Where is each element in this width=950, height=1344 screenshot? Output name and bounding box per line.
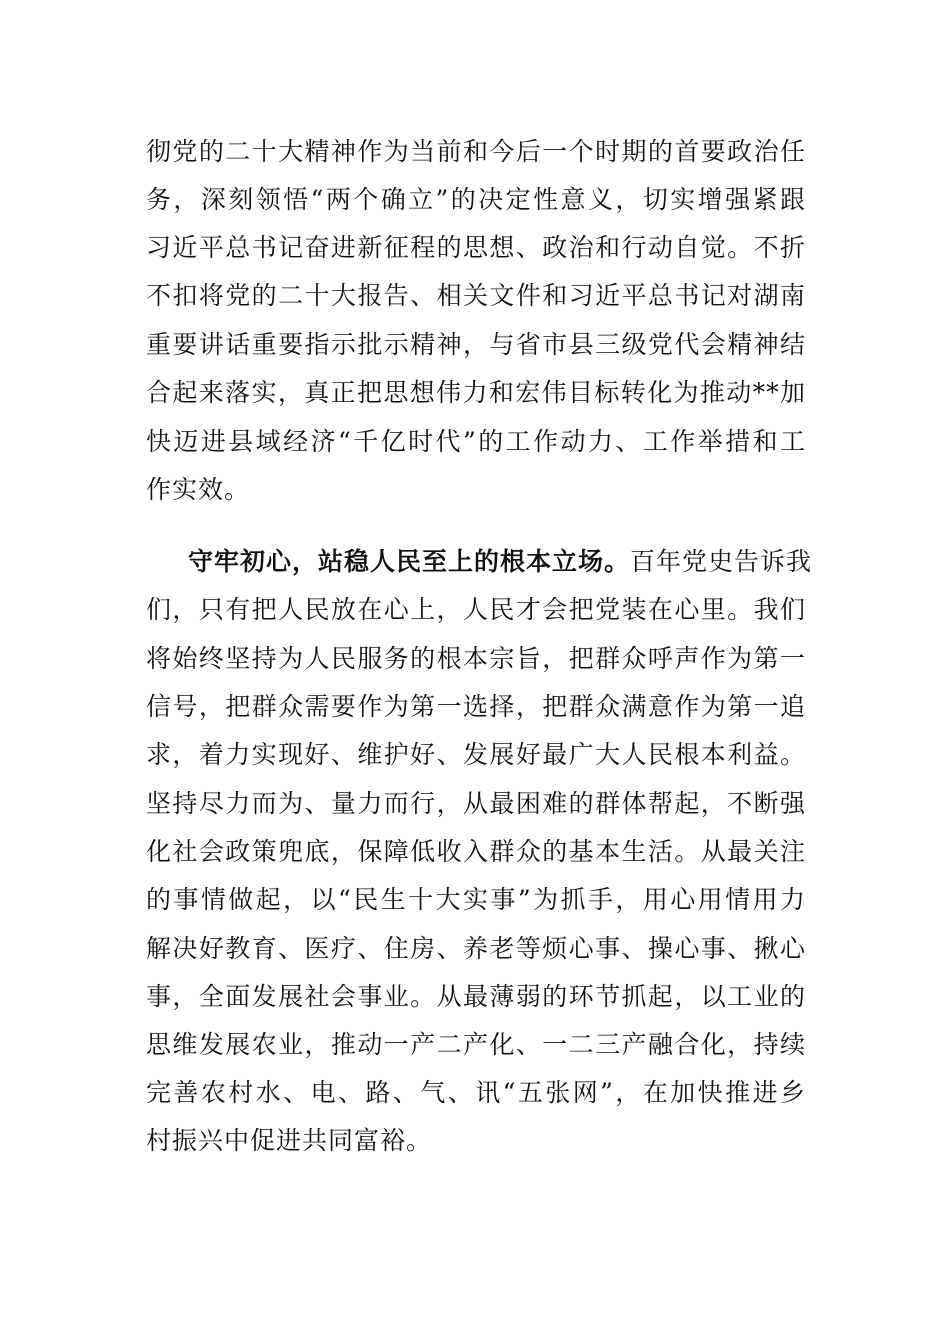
paragraph1-line-5: 重要讲话重要指示批示精神，与省市县三级党代会精神结 — [146, 330, 806, 359]
paragraph2-line-5: 求，着力实现好、维护好、发展好最广大人民根本利益。 — [146, 740, 806, 769]
paragraph1-line-8: 作实效。 — [146, 475, 251, 504]
paragraph2-line-8: 的事情做起，以“民生十大实事”为抓手，用心用情用力 — [146, 885, 806, 914]
paragraph2-line-7: 化社会政策兜底，保障低收入群众的基本生活。从最关注 — [146, 837, 806, 866]
paragraph2-line-3: 将始终坚持为人民服务的根本宗旨，把群众呼声作为第一 — [146, 644, 806, 673]
paragraph1-line-1: 彻党的二十大精神作为当前和今后一个时期的首要政治任 — [146, 137, 806, 166]
paragraph2-line-4: 信号，把群众需要作为第一选择，把群众满意作为第一追 — [146, 692, 806, 721]
paragraph2-line-6: 坚持尽力而为、量力而行，从最困难的群体帮起，不断强 — [146, 789, 806, 818]
paragraph2-line-13: 村振兴中促进共同富裕。 — [146, 1126, 433, 1155]
paragraph2-heading: 守牢初心，站稳人民至上的根本立场。 — [188, 547, 631, 576]
paragraph2-line-9: 解决好教育、医疗、住房、养老等烦心事、操心事、揪心 — [146, 934, 806, 963]
paragraph1-line-7: 快迈进县域经济“千亿时代”的工作动力、工作举措和工 — [146, 427, 806, 456]
paragraph2-line-11: 思维发展农业，推动一产二产化、一二三产融合化，持续 — [146, 1030, 806, 1059]
paragraph1-line-4: 不扣将党的二十大报告、相关文件和习近平总书记对湖南 — [146, 281, 806, 310]
paragraph2-line-12: 完善农村水、电、路、气、讯“五张网”，在加快推进乡 — [146, 1078, 806, 1107]
paragraph2-line-2: 们，只有把人民放在心上，人民才会把党装在心里。我们 — [146, 595, 806, 624]
paragraph2-first-line-rest: 百年党史告诉我 — [630, 547, 813, 576]
paragraph2-line-10: 事，全面发展社会事业。从最薄弱的环节抓起，以工业的 — [146, 982, 806, 1011]
paragraph2-line-1 — [188, 542, 813, 582]
paragraph1-line-2: 务，深刻领悟“两个确立”的决定性意义，切实增强紧跟 — [146, 185, 806, 214]
paragraph1-line-3: 习近平总书记奋进新征程的思想、政治和行动自觉。不折 — [146, 233, 806, 262]
paragraph1-line-6: 合起来落实，真正把思想伟力和宏伟目标转化为推动**加 — [146, 378, 806, 407]
